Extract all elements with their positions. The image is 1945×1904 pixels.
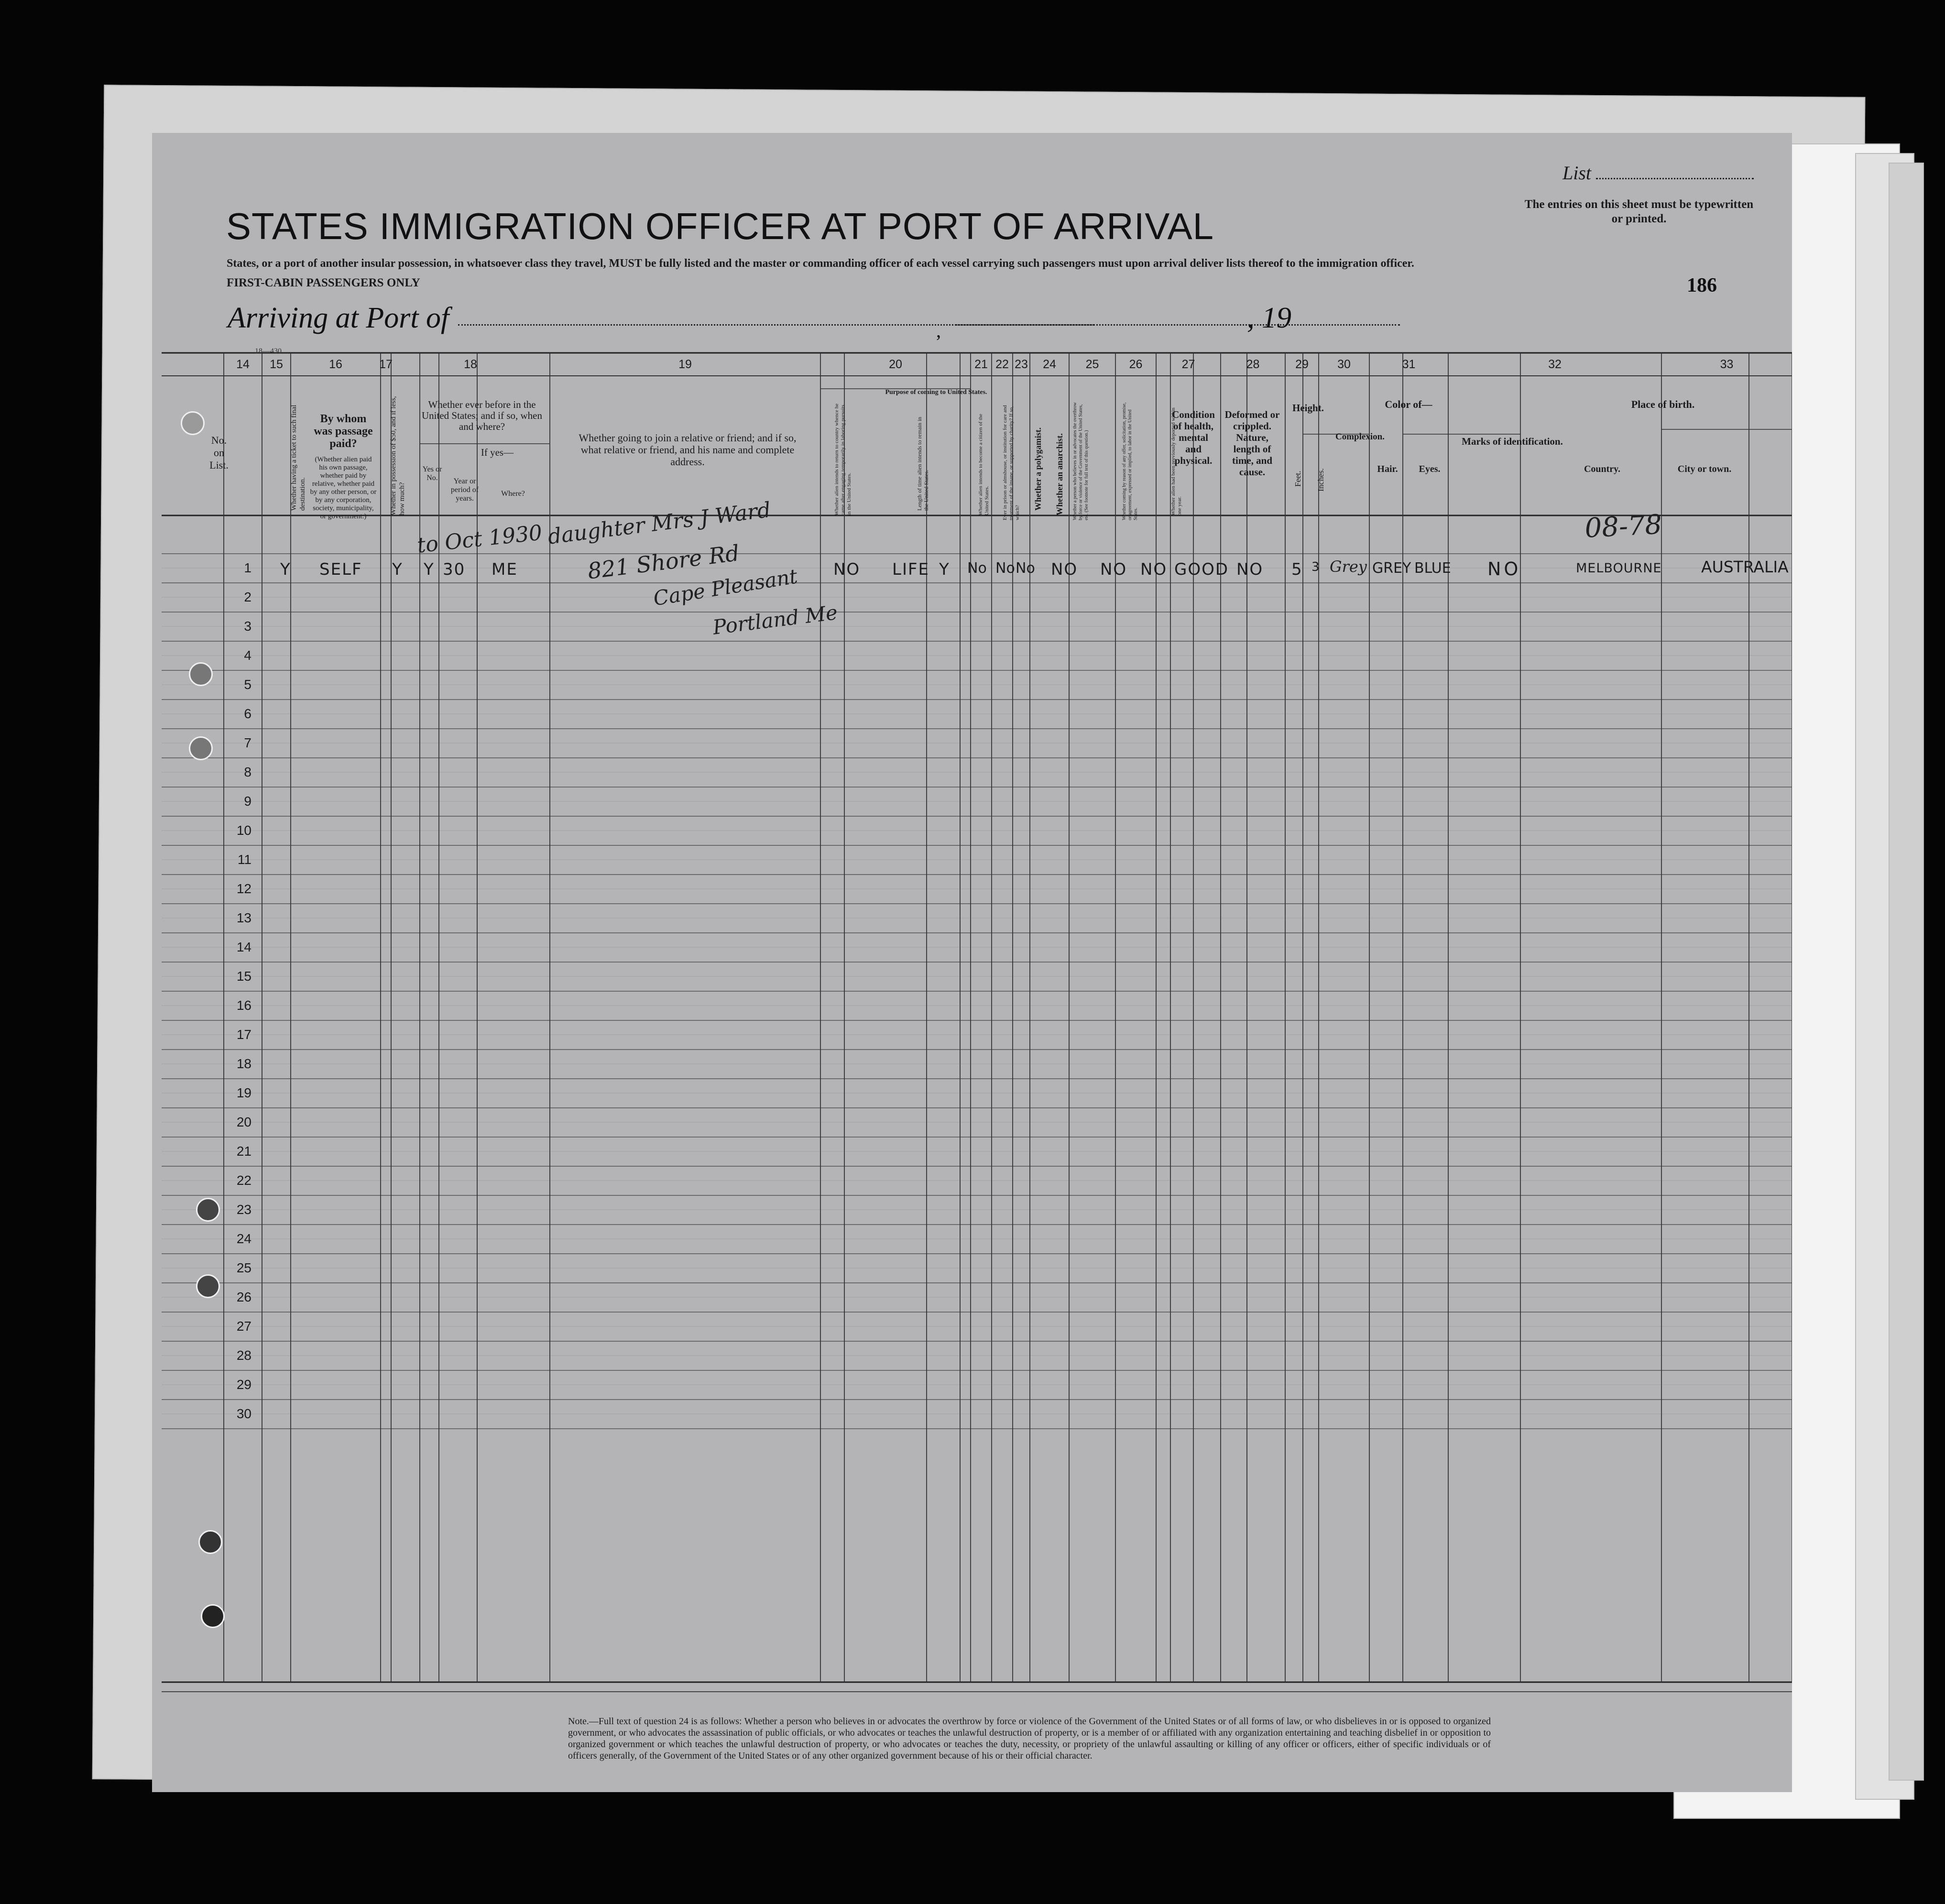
row-number: 26 (236, 1290, 251, 1304)
header-year: Year or period of years. (450, 477, 479, 503)
column-number: 28 (1246, 358, 1260, 371)
column-number: 24 (1043, 358, 1056, 371)
header-feet: Feet. (1293, 471, 1302, 487)
entry-polygamist: No (995, 560, 1015, 577)
footnote: Note.—Full text of question 24 is as follows: Whether a person who believes in or advocates the overthrow by force or violence of the Government of the United States or of all forms of law, or who disbelieves in or is opposed to organized government, or who advocates the assassination of public officials, or who advocates or teaches the unlawful destruction of property, or is a member of or affiliated with any organization entertaining and teaching disbelief in or opposition to organized government or which teaches the unlawful destruction of property, or who advocates or teaches the duty, necessity, or propriety of the unlawful assaulting or killing of any officer or officers, either of specific individuals or of officers generally, of the Government of the United States or of any other organized government because of his or their official character. (568, 1716, 1491, 1761)
column-number: 14 (236, 358, 250, 371)
instruction-text: States, or a port of another insular possession, in whatsoever class they travel, MUST be fully listed and the master or commanding officer of each vessel carrying such passengers must upon arrival deliver lists thereof to the immigration officer. (227, 257, 1414, 270)
entry-feet: 5 (1291, 560, 1303, 579)
column-number: 29 (1295, 358, 1309, 371)
column-number: 19 (678, 358, 692, 371)
entry-eyes: BLUE (1414, 560, 1451, 577)
year-prefix: , 19 (1247, 302, 1291, 334)
header-offer-labor: Whether coming by reason of any offer, solicitation, promise, or agreement, expressed or implied, to labor in the United States. (1122, 402, 1138, 520)
column-number: 20 (889, 358, 902, 371)
binder-hole (189, 662, 213, 686)
header-city: City or town. (1677, 464, 1732, 474)
column-number: 27 (1181, 358, 1195, 371)
header-before-in-us: Whether ever before in the United States; and if so, when and where? (422, 399, 542, 432)
entry-deported: NO (1140, 560, 1168, 579)
binder-hole (189, 736, 213, 760)
form-code: 18—430 (255, 347, 282, 355)
header-deformed: Deformed or crippled. Nature, length of time, and cause. (1224, 409, 1280, 478)
row-number: 20 (236, 1115, 251, 1129)
binder-hole (198, 1530, 222, 1554)
row-number: 7 (244, 735, 251, 750)
column-number: 17 (379, 358, 393, 371)
header-country: Country. (1584, 464, 1621, 474)
header-hair: Hair. (1377, 464, 1398, 474)
entry-paid-by: SELF (319, 560, 362, 579)
entry-intends-return: NO (833, 560, 861, 579)
entry-ticket: Y (280, 560, 291, 579)
entry-length-of-stay: LIFE (892, 560, 930, 579)
header-no-on-list: No. on List. (209, 434, 229, 471)
row-number: 4 (244, 648, 251, 663)
form-title: STATES IMMIGRATION OFFICER AT PORT OF ARRIVAL (226, 205, 1214, 247)
row-number: 24 (236, 1231, 251, 1246)
header-deported: Whether alien had been previously deported within one year. (1170, 407, 1182, 515)
header-overthrow: Whether a person who believes in or advocates the overthrow by force or violence of the Government of the United States, etc. (See footnote for full text of this question.) (1072, 402, 1089, 520)
manifest-sheet: List STATES IMMIGRATION OFFICER AT PORT OF ARRIVAL The entries on this sheet must be typewritten or printed. States, or a port of another insular possession, in whatsoever class they travel, MUST be fully listed and the master or commanding officer of each vessel carrying such passengers must upon arrival deliver lists thereof to the immigration officer. FIRST-CABIN PASSENGERS ONLY 186 Arriving at Port of , , 19 18—430 14 15 16 17 18 19 20 21 22 23 24 25 26 27 28 29 30 31 32 33 No. on List. Whether having a ticket to such final destination. By whom was passage paid? (Whether alien paid his own passage, whether paid by relative, whether paid by any other person, or by any corporation, society, municipality, or government.) Whether in possession of $50, and if less, how much? Whether ever before in the United States; and if so, when and where? If yes— Yes or No. Year or period of years. Where? Whether going to join a relative or friend; and if so, what relative or friend, and his name and complete address. Purpose of coming to United States. Whether alien intends to return to country whence he came after engaging temporarily in laboring pursuits in the United States. Length of time alien intends to remain in the United States. Whether alien intends to become a citizen of the United States. Ever in prison or almshouse, or institution for care and treatment of the insane, or supported by charity? If so, which? Whether a polygamist. Whether an anarchist. Whether a person who believes in or advocates the overthrow by force or violence of the Government of the United States, etc. (See footnote for full text of this question.) Whether coming by reason of any offer, solicitation, promise, or agreement, expressed or implied, to labor in the United States. Whether alien had been previously deported within one year. Condition of health, mental and physical. Deformed or crippled. Nature, length of time, and cause. Height. Feet. Inches. Complexion. Color of— Hair. Eyes. Marks of identification. Place of birth. Country. City or town. 1 2 3 4 5 6 7 8 9 10 11 12 13 14 15 16 17 18 19 20 21 22 23 24 25 26 27 28 29 30 Y SELF Y Y 30 ME to Oct 1930 daughter Mrs J Ward 821 Shore Rd Cape Pleasant Portland Me NO LIFE Y No No No NO NO NO GOOD NO 5 3 Grey GREY BLUE NO MELBOURNE AUSTRALIA 08-78 Note.—Full text of question 24 is as follows: Whether a person who believes in or advocates the overthrow by force or violence of the Government of the United States or of all forms of law, or who disbelieves in or is opposed to organized government, or who advocates the assassination of public officials, or who advocates or teaches the unlawful destruction of property, or is a member of or affiliated with any organization entertaining and teaching disbelief in or opposition to organized government or which teaches the unlawful destruction of property, or who advocates or teaches the duty, necessity, or propriety of the unlawful assaulting or killing of any officer or officers, either of specific individuals or of officers generally, of the Government of the United States or of any other organized government because of his or their official character. (152, 133, 1792, 1792)
underlying-sheet-edge (1889, 163, 1924, 1781)
binder-hole (201, 1604, 225, 1628)
entry-address-city: Portland Me (711, 601, 839, 639)
row-number: 21 (236, 1144, 251, 1159)
entry-anarchist: No (1016, 560, 1035, 577)
entries-note: The entries on this sheet must be typewritten or printed. (1524, 198, 1754, 225)
row-number: 2 (244, 590, 251, 604)
header-purpose-citizen: Whether alien intends to become a citizen of the United States. (978, 414, 990, 515)
header-complexion: Complexion. (1335, 432, 1385, 442)
row-number: 13 (236, 910, 251, 925)
column-number: 16 (329, 358, 342, 371)
header-possession-50: Whether in possession of $50, and if less, how much? (390, 396, 406, 515)
header-if-yes: If yes— (481, 447, 514, 458)
entry-margin-note: 08-78 (1584, 509, 1663, 544)
row-number: 17 (236, 1027, 251, 1042)
header-ticket: Whether having a ticket to such final destination. (290, 405, 306, 511)
row-number: 5 (244, 677, 251, 692)
header-passage-paid-sub: (Whether alien paid his own passage, whether paid by relative, whether paid by any other person, or by any corporation, society, municipality, or government.) (310, 456, 377, 520)
header-purpose-return: Whether alien intends to return to country whence he came after engaging temporarily in laboring pursuits in the United States. (834, 404, 852, 515)
page-number: 186 (1687, 274, 1717, 296)
header-anarchist: Whether an anarchist. (1055, 433, 1064, 515)
class-label: FIRST-CABIN PASSENGERS ONLY (227, 276, 420, 289)
header-passage-paid: By whom was passage paid? (314, 413, 373, 450)
row-number: 22 (236, 1173, 251, 1188)
row-number: 14 (236, 940, 251, 954)
header-height: Height. (1292, 402, 1324, 414)
column-number: 22 (995, 358, 1009, 371)
row-number: 11 (237, 852, 251, 867)
header-prison: Ever in prison or almshouse, or institution for care and treatment of the insane, or supported by charity? If so, which? (1002, 405, 1020, 520)
column-number: 33 (1720, 358, 1734, 371)
entry-complexion: Grey (1330, 558, 1367, 576)
header-polygamist: Whether a polygamist. (1033, 427, 1043, 511)
entry-citizen: Y (939, 560, 950, 579)
header-eyes: Eyes. (1419, 464, 1441, 474)
entry-offer-labor: NO (1100, 560, 1127, 579)
header-health: Condition of health, mental and physical. (1172, 409, 1215, 466)
column-number: 23 (1015, 358, 1028, 371)
column-number: 32 (1548, 358, 1562, 371)
column-number: 18 (464, 358, 477, 371)
row-number: 23 (236, 1202, 251, 1217)
row-number: 8 (244, 765, 251, 779)
header-where: Where? (501, 490, 525, 498)
header-purpose-length: Length of time alien intends to remain in the United States. (916, 416, 929, 511)
column-number: 30 (1337, 358, 1351, 371)
entry-before-where: ME (492, 560, 518, 579)
row-number: 19 (236, 1085, 251, 1100)
row-number: 27 (236, 1319, 251, 1334)
row-number: 3 (244, 619, 251, 634)
row-number: 25 (236, 1260, 251, 1275)
header-purpose: Purpose of coming to United States. (885, 389, 987, 396)
entry-before-note: to Oct 1930 (416, 520, 544, 558)
row-number: 12 (236, 881, 251, 896)
entry-inches: 3 (1311, 560, 1321, 574)
binder-hole (196, 1274, 220, 1298)
header-color-of: Color of— (1385, 398, 1432, 410)
header-marks: Marks of identification. (1462, 436, 1563, 447)
column-number: 25 (1085, 358, 1099, 371)
entry-overthrow: NO (1051, 560, 1078, 579)
list-label: List (1563, 162, 1754, 184)
header-join-relative: Whether going to join a relative or friend; and if so, what relative or friend, and his name and complete address. (579, 432, 797, 468)
row-number: 10 (236, 823, 251, 838)
row-number: 6 (244, 706, 251, 721)
entry-before-years: 30 (443, 560, 466, 579)
row-number: 9 (244, 794, 251, 809)
column-number: 26 (1129, 358, 1143, 371)
date-blank (955, 324, 1400, 326)
entry-birth-country: MELBOURNE (1576, 561, 1662, 576)
column-number: 21 (974, 358, 988, 371)
row-number: 1 (244, 560, 251, 575)
row-number: 18 (236, 1056, 251, 1071)
entry-birth-city: AUSTRALIA (1701, 558, 1789, 576)
entry-health: GOOD (1174, 560, 1229, 579)
row-number: 16 (236, 998, 251, 1013)
column-number: 15 (270, 358, 283, 371)
header-place-of-birth: Place of birth. (1631, 398, 1695, 410)
entry-marks: NO (1487, 558, 1521, 580)
entry-address-locality: Cape Pleasant (652, 564, 799, 611)
entry-prison: No (967, 560, 987, 577)
row-number: 30 (236, 1406, 251, 1421)
entry-has-50: Y (392, 560, 403, 579)
entry-join-relative: daughter Mrs J Ward (546, 497, 772, 549)
entry-deformed: NO (1236, 560, 1264, 579)
row-number: 28 (236, 1348, 251, 1363)
entry-address-street: 821 Shore Rd (586, 540, 741, 584)
binder-hole (196, 1198, 220, 1222)
row-number: 15 (236, 969, 251, 984)
entry-before-yes: Y (424, 560, 435, 579)
header-yes-no: Yes or No. (422, 465, 442, 482)
entry-hair: GREY (1372, 560, 1411, 577)
binder-hole (181, 411, 205, 435)
header-inches: Inches. (1316, 468, 1325, 492)
row-number: 29 (236, 1377, 251, 1392)
column-number: 31 (1402, 358, 1416, 371)
arriving-label: Arriving at Port of (228, 302, 449, 334)
manifest-grid (152, 133, 1792, 1792)
